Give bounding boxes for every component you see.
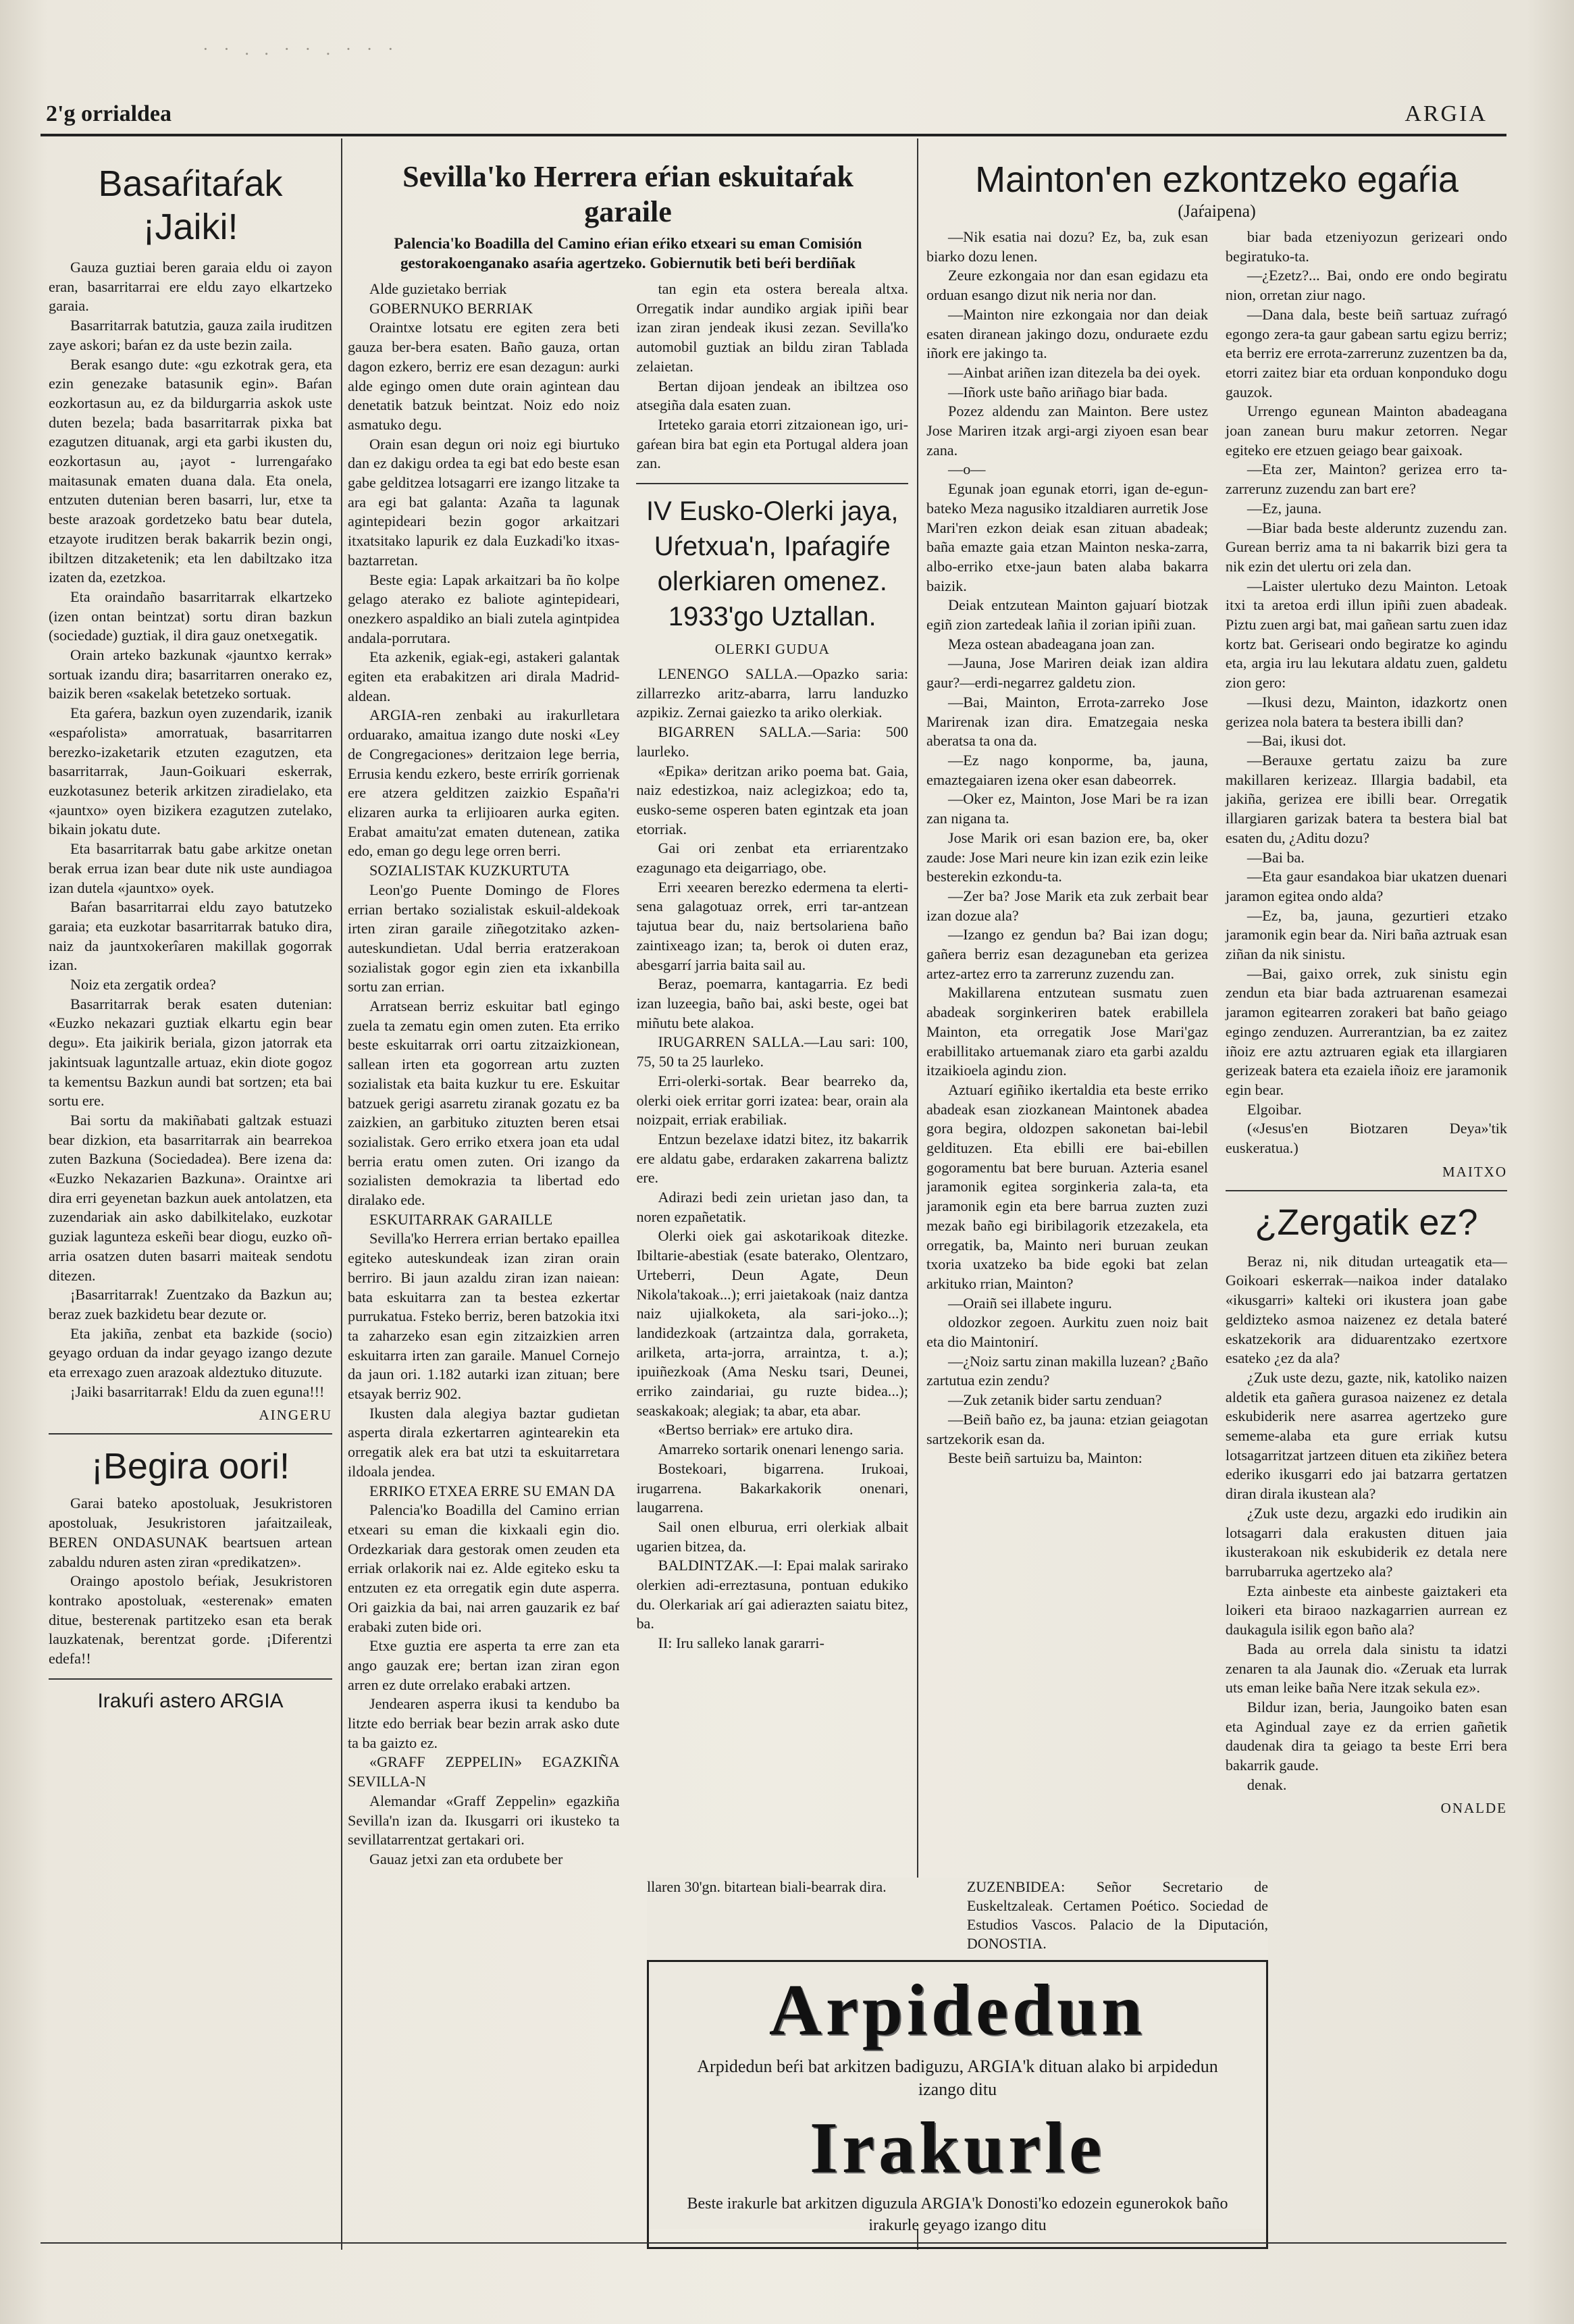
ad-box <box>647 1960 1268 2249</box>
paragraph: Meza ostean abadeagana joan zan. <box>948 635 1155 652</box>
paragraph: ERRIKO ETXEA ERRE SU EMAN DA <box>369 1482 616 1499</box>
paragraph: —Jauna, Jose Mariren deiak izan aldira gaur?—erdi-negarrez galdetu zion. <box>926 654 1209 692</box>
eusko-organizer: OLERKI GUDUA <box>714 641 830 658</box>
paragraph: Olerki oiek gai askotarikoak ditezke. Ibiltarie-abestiak (esate baterako, Olentzaro, Urteberri, Deun Agate, Deun Nikola'takoak...); erri jaietakoak (naiz dantza naiz ujialkoketa, ala sari-joko...); landidezkoak (artzaintza dala, gorraketa, arilketa, arta-jorra, arraintza, t. a.); ipuiñezkoak (Ama Nesku tsari, Deunei, erriko zaindariai, gu ruzte bidea...); seaskakoak; alegiak; ta abar, eta abar. <box>636 1227 908 1419</box>
paragraph: Baŕan basarritarrai eldu zayo batutzeko garaia; eta euzkotar basarritarrak batuko dira, naiz da jauntxokerîaren makillak gogorrak izan. <box>49 898 332 974</box>
eusko-body <box>636 665 908 1653</box>
article-title-basaritarak: Basaŕitaŕak <box>98 163 283 204</box>
signature-aingeru: AINGERU <box>259 1407 332 1424</box>
paragraph: «GRAFF ZEPPELIN» EGAZKIÑA SEVILLA-N <box>348 1753 620 1790</box>
section-divider <box>49 1433 332 1435</box>
paragraph: «Epika» deritzan ariko poema bat. Gaia, naiz edestizkoa, naiz aclegizkoa; edo ta, eusko-seme osperen baten egintzak eta joan etorriak. <box>636 762 908 837</box>
paragraph: Berak esango dute: «gu ezkotrak gera, eta ezin genezake batasunik egin». Baŕan eozkortasun au, ez da bildurgarria askok uste duten bezela; bada basarritarrak pixka bat ezagutzen dituanak, argi eta garbi ikusten du, eozkortasun au, ¡ayot - lurrengaŕako maitasunak ematen duana dala. Eta onela, entzuten dutenian beren basarri, lur, etxe ta beste arazoak gordetzeko batu bear dutela, etzayote iruditzen berak bakarrik bezin ongi, ibiltzen ditzaketenik; eta len dabiltzako itza izaten da, ezetzkoa. <box>49 355 332 586</box>
article-title-jaiki: ¡Jaiki! <box>142 207 238 247</box>
footer-note-argia: Irakuŕi astero ARGIA <box>97 1689 284 1712</box>
paragraph: —Eta zer, Mainton? gerizea erro ta-zarrerunz zuzendu zan bart ere? <box>1225 461 1507 498</box>
top-print-marks: · · . . · · . · · · <box>203 39 399 59</box>
header-rule <box>41 134 1506 136</box>
paragraph: Gai ori zenbat eta erriarentzako ezagunago eta deigarriago, obe. <box>636 840 908 877</box>
paragraph: Eta gaŕera, bazkun oyen zuzendarik, izanik «espaŕolista» amorratuak, basarritarren berezko-izaketarik etzuten ezagutzen, eta basarritarrak, Jaun-Goikuari eskerrak, euzkotasunez beterik arkitzen ziradielako, eta «jauntxo» oyen bizikera ezagutzen zutelako, bikain jokatu dute. <box>49 704 332 838</box>
paragraph: Basarritarrak berak esaten dutenian: «Euzko nekazari guztiak elkartu egin bear degu». Eta jaikirik beriala, gizon jatorrak eta jakintsuak laguntzalle artuaz, ekin diote gogoz ta kementsu Bazkun aundi bat sortzen; eta bai sortu ere. <box>49 995 332 1110</box>
article-title-eusko-olerki: IV Eusko-Olerki jaya, Uŕetxua'n, Ipaŕagiŕe olerkiaren omenez. 1933'go Uztallan. <box>646 496 899 632</box>
paragraph: BALDINTZAK.—I: Epai malak sarirako olerkien adi-erreztasuna, pontuan edukiko du. Olerkariak arí gai adierazten saiatu bitez, ba. <box>636 1557 908 1632</box>
paragraph: Leon'go Puente Domingo de Flores errian bertako sozialistak eskuil-aldekoak irten ziran garaile ziñegotzitako azken-auteskundietan. Udal berria eratzerakoan sozialistak gogor egin zien eta ixkanbilla sortu zan errian. <box>348 881 620 996</box>
paragraph: Elgoibar. <box>1247 1100 1302 1118</box>
paragraph: Jose Marik ori esan bazion ere, ba, oker zaude: Jose Mari neure kin izan ezik ezin leike besterekin ezkondu-ta. <box>926 829 1209 885</box>
paragraph: Bertan dijoan jendeak an ibiltzea oso atsegiña dala esaten zuan. <box>636 377 908 414</box>
divider-eusko <box>636 483 908 484</box>
paragraph: —Beiñ baño ez, ba jauna: etzian geiagotan sartzekorik esan da. <box>926 1410 1209 1447</box>
paragraph: Bildur izan, beria, Jaungoiko baten esan eta Agindual zaye ez da errien gañetik daudenak dira ta geiago ta beste Erri bera bakarrik gaude. <box>1225 1698 1507 1774</box>
sevilla-right-text <box>636 280 908 473</box>
article-title-mainton: Mainton'en ezkontzeko egaŕia <box>975 159 1459 200</box>
signature-onalde: ONALDE <box>1440 1800 1507 1817</box>
paragraph: tan egin eta ostera bereala altxa. Orregatik indar aundiko argiak ipiñi bear izan ziran jendeak ikusi zezan. Sevilla'ko automobil guztiak an bildu ziran Tablada zelaietan. <box>636 280 908 375</box>
paragraph: —Ainbat ariñen izan ditezela ba dei oyek. <box>948 363 1201 381</box>
paragraph: —Bai, ikusi dot. <box>1247 732 1346 750</box>
paragraph: Makillarena entzutean susmatu zuen abadeak sorginkeriren batek erabillela Mainton, eta orregatik Jose Mari'gaz erabillitako artuemanak ziaro eta garbi azaldu itzaikioela agindu zion. <box>926 984 1209 1079</box>
paragraph: —Iñork uste baño ariñago biar bada. <box>948 383 1168 401</box>
paragraph: ESKUITARRAK GARAILLE <box>369 1210 553 1228</box>
paragraph: Beraz, poemarra, kantagarria. Ez bedi izan luzeegia, baño bai, aski beste, ogei bat miñutu bete alakoa. <box>636 975 908 1031</box>
paragraph: Adirazi bedi zein urietan jaso dan, ta noren ezpañetatik. <box>636 1189 908 1225</box>
paragraph: Bostekoari, bigarrena. Irukoai, irugarrena. Bakarkakorik onenari, laugarrena. <box>636 1460 908 1516</box>
running-title: ARGIA <box>1405 101 1488 126</box>
paragraph: —Zuk zetanik bider sartu zenduan? <box>948 1391 1162 1409</box>
paragraph: —Izango ez gendun ba? Bai izan dogu; gañera berriz esan dezaguneban eta gerizea artez-artez erro ta zarrerunz zuzendu zan. <box>926 926 1209 982</box>
article-title-zergatik: ¿Zergatik ez? <box>1255 1202 1478 1243</box>
paragraph: IRUGARREN SALLA.—Lau sari: 100, 75, 50 ta 25 laurleko. <box>636 1033 908 1070</box>
paragraph: Arratsean berriz eskuitar batl egingo zuela ta zematu egin omen zuten. Eta erriko beste eskuitarrak orri oartu zitzaizkionean, sallean irten eta gogorrean artu zuzten sozialistak eta baita kuzkur tu ere. Eskuitar batzuek gerigi asarretu ziranak gozatu ez ba zaizkien, an garbituko zituzten beren etsai sozialistak. Gero erriko etxera joan eta udal berria eratu omen zuten. Ori izango da sozialisten demokrazia ta libertad edo diralako ede. <box>348 998 620 1209</box>
paragraph: Ezta ainbeste eta ainbeste gaiztakeri eta loikeri eta biraoo nazkagarrien aurrean ez daukagula isilik egon baño ala? <box>1225 1582 1507 1638</box>
paragraph: —Ez, ba, jauna, gezurtieri etzako jaramonik egin bear da. Niri baña aztruak esan ziñan da nik sinistu. <box>1225 906 1507 963</box>
paragraph: —Bai, Mainton, Errota-zarreko Jose Marirenak izan dira. Ematzegaia neska aberatsa ta ona da. <box>926 693 1209 750</box>
article-title-begira: ¡Begira oori! <box>90 1446 290 1487</box>
paragraph: Alemandar «Graff Zeppelin» egazkiña Sevilla'n izan da. Ikusgarri ori ikusteko ta sevillatarrentzat gertakari ori. <box>348 1792 620 1849</box>
paragraph: Ikusten dala alegiya baztar gudietan asperta dirala ezkertarren agintearekin eta orregatik alek era bat utzi ta eskuitarretara ildoala jendea. <box>348 1404 620 1480</box>
paragraph: Orain arteko bazkunak «jauntxo kerrak» sortuak izandu dira; basarritarren onerako ez, baizik beren «sakelak betetzeko sortuak. <box>49 646 332 702</box>
mainton-two-columns <box>926 228 1507 1817</box>
paragraph: —Ez, jauna. <box>1247 499 1322 517</box>
paragraph: Palencia'ko Boadilla del Camino errian etxeari su eman die kixkaali egin dio. Ordezkariak dara gestorak omen zeuden eta erriak orlakorik nai ez. Alde egiteko esku ta entzuten ez eta orregatik egin dute asperra. Ori gaizkia da bai, nai arren gauzarik ez baŕ erabaki zuten bide ori. <box>348 1501 620 1635</box>
paragraph: Pozez aldendu zan Mainton. Bere ustez Jose Mariren itzak argi-argi ziyoen esan bear zana. <box>926 403 1209 459</box>
paragraph: denak. <box>1247 1776 1287 1793</box>
paragraph: Beste egia: Lapak arkaitzari ba ño kolpe gelago aterako ez baliote agintepideari, onezkero aspaldiko an biali zutela agintpidea andala-porrutara. <box>348 571 620 646</box>
paragraph: —Eta gaur esandakoa biar ukatzen duenari jaramon egitea ondo alda? <box>1225 868 1507 904</box>
paragraph: Noiz eta zergatik ordea? <box>70 976 216 993</box>
paragraph: Garai bateko apostoluak, Jesukristoren apostoluak, Jesukristoren jaŕaitzaileak, BEREN ONDASUNAK beartsuen artean zabaldu nduren asten ziran «predikatzen». <box>49 1495 332 1570</box>
paragraph: Erri xeearen berezko edermena ta elerti-sena galagotuaz orrek, erri tar-antzean tajutua bear du, naiz bertsolariena baño zaintixeago izan; ta, berok oi duten eraz, abesgarrí jarria baita sail au. <box>636 878 908 973</box>
paragraph: —Zer ba? Jose Marik eta zuk zerbait bear izan dozue ala? <box>926 887 1209 924</box>
paragraph: Alde guzietako berriak <box>369 280 507 297</box>
paragraph: Oraintxe lotsatu ere egiten zera beti gauza ber-bera esaten. Baño gauza, ortan dagon ezkero, berriz ere esan dezagun: aurki alde egingo omen dute orain agintean dau denetatik batzuk beintzat. Noiz edo noiz asmatuko degu. <box>348 319 620 433</box>
paragraph: Gauaz jetxi zan eta ordubete ber <box>369 1850 563 1867</box>
paragraph: —Ikusi dezu, Mainton, idazkortz onen gerizea nola batera ta bestera ibilli dan? <box>1225 693 1507 730</box>
divider-zergatik <box>1226 1190 1507 1191</box>
paragraph: SOZIALISTAK KUZKURTUTA <box>369 862 570 879</box>
paragraph: Egunak joan egunak etorri, igan de-egun-bateko Meza nagusiko itzaldiaren aurretik Jose Mari'ren ezkon deiak esan zituan abadeak; baña emazte gaia etzan Mainton neska-zarra, albo-erriko etxe-jaun baten alaba bakarra baizik. <box>926 480 1209 594</box>
paragraph: Sail onen elburua, erri olerkiak albait ugarien bitzea, da. <box>636 1518 908 1555</box>
paragraph: —o— <box>948 461 986 478</box>
paragraph: Zeure ezkongaia nor dan esan egidazu eta orduan esango dizut nik neria nor dan. <box>926 267 1209 304</box>
paragraph: —Mainton nire ezkongaia nor dan deiak esaten diranean jakingo dozu, onduraete ezdu iñork ere jakingo ta. <box>926 305 1209 362</box>
paragraph: GOBERNUKO BERRIAK <box>369 299 533 317</box>
paragraph: Oraingo apostolo beŕiak, Jesukristoren kontrako apostoluak, «esterenak» ematen ditue, besterenak partitzeko esan eta berak lauzkatenak, berentzat gorde. ¡Diferentzi edefa!! <box>49 1572 332 1668</box>
paragraph: Erri-olerki-sortak. Bear bearreko da, olerki oiek erritar gorri izatea: bear, orain ala noizpait, erriak erabiliak. <box>636 1072 908 1129</box>
footer-rule <box>41 2242 1506 2244</box>
paragraph: II: Iru salleko lanak gararri- <box>658 1634 824 1652</box>
paragraph: BIGARREN SALLA.—Saria: 500 laurleko. <box>636 723 908 760</box>
paragraph: «Bertso berriak» ere artuko dira. <box>658 1421 854 1439</box>
paragraph: biar bada etzeniyozun gerizeari ondo begiratuko-ta. <box>1225 228 1507 265</box>
paragraph: —Berauxe gertatu zaizu ba zure makillaren kerizeaz. Illargia badabil, eta jakiña, gerizea ere ibilli bear. Orregatik illargiaren garizak batera ta bestera bial bat esaten du, ¿Aditu dozu? <box>1225 751 1507 846</box>
paragraph: Eta azkenik, egiak-egi, astakeri galantak egiten eta erabakitzen ari dirala Madrid-aldean. <box>348 648 620 704</box>
paragraph: ¿Zuk uste dezu, argazki edo irudikin ain lotsagarri dala erakusten dituen jaia ikusterakoan nik eskubiderik ez detala nere barrubarruka agertzeko ala? <box>1225 1504 1507 1580</box>
eusko-tail-text: llaren 30'gn. bitartean biali-bearrak dira. <box>647 1878 887 1895</box>
paragraph: Eta basarritarrak batu gabe arkitze onetan berak errua izan bear dute nik uste aundiagoa izan dutela «jauntxo» oyek. <box>49 840 332 896</box>
paragraph: ¡Basarritarrak! Zuentzako da Bazkun au; beraz zuek bazkidetu bear dezute or. <box>49 1286 332 1322</box>
paragraph: («Jesus'en Biotzaren Deya»'tik euskeratua.) <box>1225 1120 1507 1157</box>
mainton-left-column <box>926 228 1208 1794</box>
ad-word-arpidedun: Arpidedun <box>768 1970 1147 2050</box>
ad-lead-columns <box>647 1878 1268 1953</box>
paragraph: —Oker ez, Mainton, Jose Mari be ra izan zan nigana ta. <box>926 790 1209 827</box>
paragraph: Urrengo egunean Mainton abadeagana joan zanean buru makur zetorren. Negar egiteko ere etzuen geiago bear gaixoak. <box>1225 403 1507 459</box>
column-rule-1 <box>341 138 342 2250</box>
paragraph: Eta jakiña, zenbat eta bazkide (socio) geyago orduan da indar geyago izango dezute eta errexago zuen arazoak aldeztuko dituzute. <box>49 1324 332 1381</box>
signature-maitxo: MAITXO <box>1442 1163 1507 1180</box>
article-body-basaritarak <box>49 258 332 1401</box>
zergatik-body <box>1226 1252 1507 1795</box>
paragraph: Beste beiñ sartuizu ba, Mainton: <box>948 1449 1143 1467</box>
article-title-sevilla: Sevilla'ko Herrera eŕian eskuitaŕak garaile <box>402 160 854 228</box>
article-subtitle-sevilla: Palencia'ko Boadilla del Camino eŕian eŕiko etxeari su eman Comisión gestorakoenganako asaŕia agertzeko. Gobiernutik beti beŕi berdiñak <box>394 235 862 272</box>
paragraph: —¿Ezetz?... Bai, ondo ere ondo begiratu nion, orretan ziur nago. <box>1225 267 1507 304</box>
paragraph: Bai sortu da makiñabati galtzak estuazi bear dizkion, eta basarritarrak ain bearrekoa zuten Bazkuna (Sociedadea). Bere izena da: «Euzko Nekazarien Bazkuna». Oraintxe ari dira erri geyenetan bazkun auek antolatzen, eta zuzendariak ain asko dabilkitelako, euzkotar guziak lagunteza eskeñi bear diogu, euzko oñ-arria osatzen duten basarri maiteak sendotu ditezen. <box>49 1111 332 1284</box>
paragraph: —Dana dala, beste beiñ sartuaz zuŕragó egongo zera-ta gaur gabean sartu egizu berriz; eta berriz ere errota-zarrerunz zuzentzen ba da, etorri zaitez biar eta orduan konponduko dogu gauzok. <box>1225 305 1507 401</box>
paragraph: Basarritarrak batutzia, gauza zaila iruditzen zaye askori; baŕan ez da uste bezin zaila. <box>49 317 332 353</box>
ad-lead-texts <box>647 1878 1268 1953</box>
mainton-right-text <box>1226 228 1507 1158</box>
paragraph: ARGIA-ren zenbaki au irakurlletara orduarako, amaitua izango dute noski «Ley de Congregaciones» deritzaion lege berria, Errusia kendu ezkero, beste errirík gorrienak ere atzera gelditzen zaizkio España'ri elizaren aurka ta erlijioaren aurka egiten. Erabat amaitu'zat ematen dutenean, zatika edo, eman go degu lege orren berri. <box>348 706 620 860</box>
paragraph: —Oraiñ sei illabete inguru. <box>948 1294 1112 1312</box>
paragraph: Beraz ni, nik ditudan urteagatik eta—Goikoari eskerrak—naikoa inder datalako «ikusgarri» kalteki ori ikustera joan gabe geldizteko asmoa naizenez ez detala bateré eskatzekorik ara diduarentzako ezertxore esateko ¿ez da ala? <box>1225 1252 1507 1367</box>
paragraph: Eta oraindaño basarritarrak elkartzeko (izen ontan beintzat) sortu diran bazkun (sociedade) guztiak, il dira gauz onetxegatik. <box>49 588 332 644</box>
paragraph: —Ez nago konporme, ba, jauna, emaztegaiaren izena oker esan dabeorrek. <box>926 751 1209 788</box>
ad-word-irakurle: Irakurle <box>810 2108 1105 2188</box>
ad-text-arpidedun: Arpidedun beŕi bat arkitzen badiguzu, ARGIA'k dituan alako bi arpidedun izango ditu <box>697 2057 1218 2099</box>
paragraph: —Bai, gaixo orrek, zuk sinistu egin zendun eta biar bada aztruarenan esamezai jaramon egitearren zorakeri bat baño geiago egingo zenduzen. Aurrerantzian, ba ez zaitez iñoiz ere aztu aztruaren egiak eta illargiaren gerizeak batera eta ezaiela iñoiz ere jaramonik egin bear. <box>1225 964 1507 1098</box>
article-body-begira <box>49 1494 332 1668</box>
paragraph: Gauza guztiai beren garaia eldu oi zayon eran, basarritarrai ere eldu zayo elkartzeko garaia. <box>49 259 332 315</box>
ad-text-irakurle: Beste irakurle bat arkitzen diguzula ARGIA'k Donosti'ko edozein egunerokok baño irakurle geyago izango ditu <box>687 2195 1228 2234</box>
paragraph: LENENGO SALLA.—Opazko saria: zillarrezko aritz-abarra, larru landuzko azpikiz. Zernai gaiezko ta ariko olerkiak. <box>636 665 908 721</box>
paragraph: —Bai ba. <box>1247 848 1305 866</box>
sevilla-left-column <box>348 280 620 2243</box>
paragraph: oldozkor zegoen. Aurkitu zuen noiz bait eta dio Maintonirí. <box>926 1314 1209 1351</box>
advertisement-arpidedun <box>647 1878 1268 2234</box>
paragraph: Aztuarí egiñiko ikertaldia eta beste erriko abadeak esan ziozkanean Maintonek abadea gora begira, oldozpen sakonetan bai-lebil geldituzen. Eta ebilli ere bai-ebillen gogoramentu bat bere buruan. Azteria esanel jaramonik egitea sorginkeria zala-ta, eta jaramonik egin eta bere barrua zuzten zuzi mezak baño egi biribilagorik etzezakela, eta orregatik, ba, Mainto neri buruan zeukan txoria uxatzeko ba bide egoki bat zelan arkituko rrian, Mainton? <box>926 1081 1209 1292</box>
paragraph: Bada au orrela dala sinistu ta idatzi zenaren ta ala Jaunak dio. «Zeruak eta lurrak uts eman leike baña Nere itzak sekula ez». <box>1225 1640 1507 1697</box>
paragraph: —Laister ulertuko dezu Mainton. Letoak itxi ta aretoa erdi illun ipiñi zuen abadeak. Piztu zuen argi bat, mai gañean sartu zuen idaz kortz bat. Geriseari ondo begiratze ko agindu eta, argia iru lau lekutara aldatu zuen, galdetu zion gero: <box>1225 577 1507 692</box>
paragraph: —Nik esatia nai dozu? Ez, ba, zuk esan biarko dozu lenen. <box>926 228 1209 265</box>
paragraph: Etxe guztia ere asperta ta erre zan eta ango gauzak ere; bertan izan ziran egon arren ez dute orrelako erabaki artzen. <box>348 1637 620 1693</box>
paragraph: Jendearen asperra ikusi ta kendubo ba litzte edo berriak bear bezin arrak asko dute ta ba gaizto ez. <box>348 1695 620 1751</box>
paragraph: ¿Zuk uste dezu, gazte, nik, katoliko naizen aldetik eta gañera gurasoa naizenez ez detala eskubiderik nere asarrea agertzeko gure sememe-alaba eta gure erriak kutsu lotsagarritzat jartzeen dituen eta zikiñez betera ederiko ikusgarri edo jai batzarra gertatzen diran dirala ikustean ala? <box>1225 1368 1507 1503</box>
section-divider-2 <box>49 1678 332 1680</box>
paragraph: —¿Noiz sartu zinan makilla luzean? ¿Baño zartutua ezin zendu? <box>926 1352 1209 1389</box>
paragraph: Orain esan degun ori noiz egi biurtuko dan ez dakigu ordea ta egi bat edo beste esan gabe gelditzea lotsagarri ere izango litzake ta ara egi bat galanta: Azaña ta lagunak agintepideari bezin gogor arkaitzari itxatsitako lapurik ez dala Euzkadi'ko itxas-baztarretan. <box>348 435 620 569</box>
article-subtitle-mainton: (Jaŕaipena) <box>1178 201 1256 221</box>
paragraph: Deiak entzutean Mainton gajuarí biotzak egiñ zion zartedeak lañia il zorian ipiñi zuan. <box>926 596 1209 634</box>
column-basaritarak <box>49 142 332 2243</box>
zuzenbidea-text: ZUZENBIDEA: Señor Secretario de Euskeltzaleak. Certamen Poético. Sociedad de Estudios Vascos. Palacio de la Diputación, DONOSTIA. <box>966 1878 1268 1952</box>
paragraph: Irteteko garaia etorri zitzaionean igo, uri-gaŕean bira bat egin eta Portugal aldera joan zan. <box>636 415 908 472</box>
paragraph: —Biar bada beste alderuntz zuzendu zan. Gurean berriz ama ta ni bakarrik bizi gera ta nik ezin det ulertu ori zela dan. <box>1225 519 1507 575</box>
mainton-right-column <box>1226 228 1507 1817</box>
paragraph: Sevilla'ko Herrera errian bertako epaillea egiteko auteskundeak izan ziran orain berriro. Bi jaun azaldu ziran izan naiean: bata eskuitarra zan ta bestea ezkertar purrukatua. Fsteko berriz, beren batzokia itxi ta zaharzeko esan egin zitzaizkien arren eskuitarra irten zan garaile. Manuel Cornejo da jaun ori. 1.182 autarki izan zituan; bere etsayak berriz 902. <box>348 1230 620 1403</box>
paragraph: ¡Jaiki basarritarrak! Eldu da zuen eguna!!! <box>70 1383 325 1400</box>
page-number-label: 2'g orrialdea <box>46 101 172 126</box>
paragraph: Amarreko sortarik onenari lenengo saria. <box>658 1441 904 1458</box>
paragraph: Entzun bezelaxe idatzi bitez, itz bakarrik ere aldatu gabe, erdaraken zakarrena baliztz ere. <box>636 1130 908 1187</box>
